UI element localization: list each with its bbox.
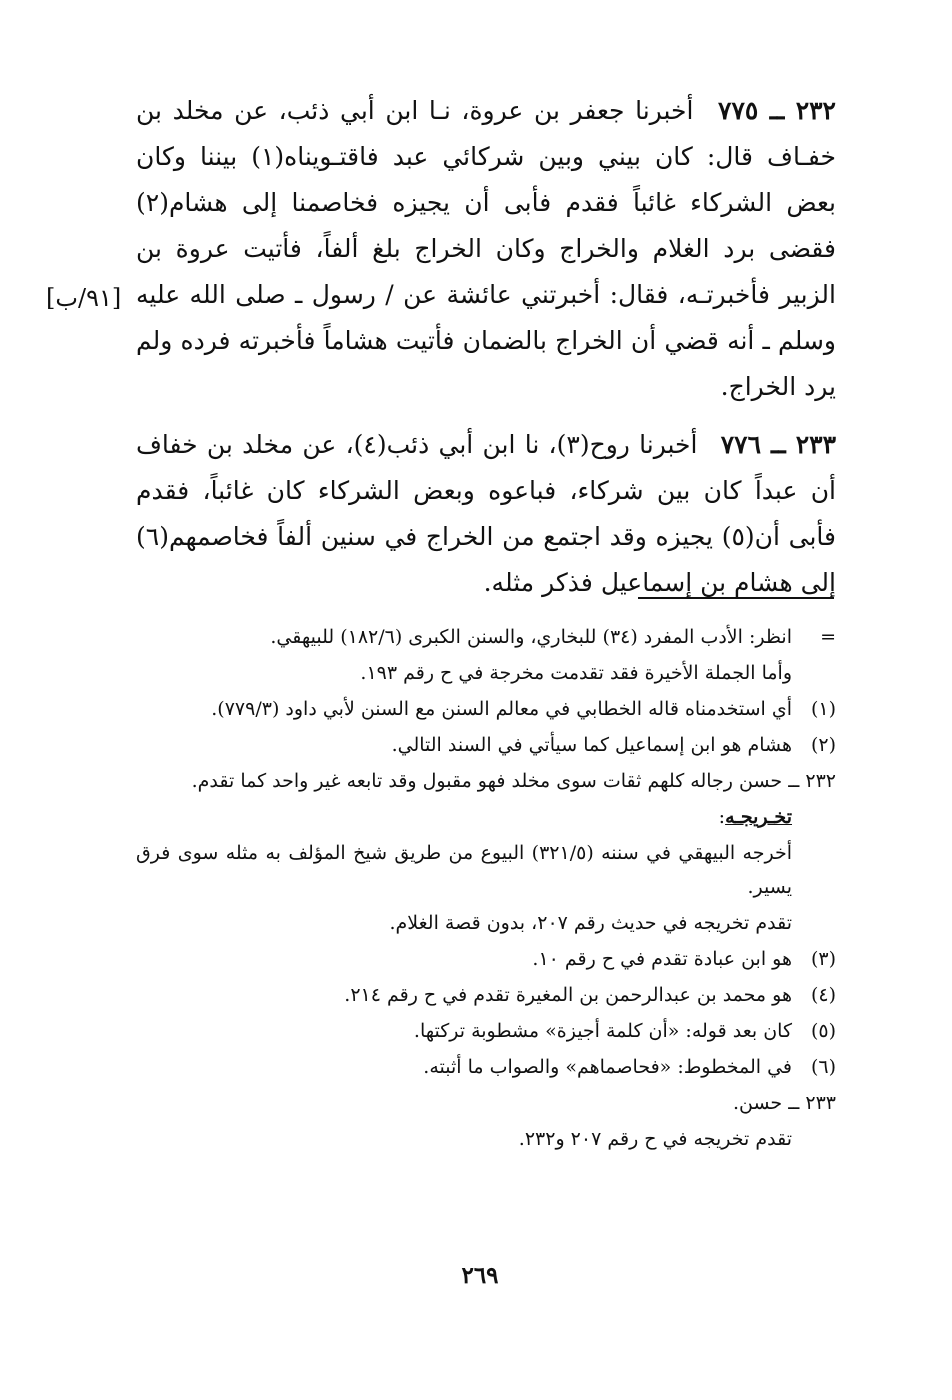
footnote-separator [638, 597, 834, 599]
footnote-continuation: وأما الجملة الأخيرة فقد تقدمت مخرجة في ح رقم ١٩٣. [360, 662, 792, 684]
continuation-mark: = [820, 626, 836, 648]
footnote-marker: (٤) [810, 984, 836, 1006]
footnote-marker: (٥) [810, 1020, 836, 1042]
footnote: (٥)كان بعد قوله: «أن كلمة أجيزة» مشطوبة تركتها. [136, 1014, 836, 1048]
footnotes [136, 620, 836, 1158]
takhrij-text: تقدم تخريجه في ح رقم ٢٠٧ و٢٣٢. [518, 1128, 792, 1150]
hadith-paragraph [136, 88, 836, 410]
footnote: (٢)هشام هو ابن إسماعيل كما سيأتي في السند التالي. [136, 728, 836, 762]
footnote-marker: (١) [810, 698, 836, 720]
footnote: (٦)في المخطوط: «فحاصماهم» والصواب ما أثبته. [136, 1050, 836, 1084]
hadith-number: ٢٣٢ ــ ٧٧٥ [718, 96, 836, 125]
footnote: (٣)هو ابن عبادة تقدم في ح رقم ١٠. [136, 942, 836, 976]
takhrij-heading: تخـريجـه: [718, 806, 792, 828]
footnote-marker: (٦) [810, 1056, 836, 1078]
main-text [136, 88, 836, 618]
footnote-marker: (٣) [810, 948, 836, 970]
page-number: ٢٦٩ [461, 1262, 499, 1289]
footnote: (١)أي استخدمناه قاله الخطابي في معالم السنن مع السنن لأبي داود (٧٧٩/٣). [136, 692, 836, 726]
takhrij-text: أخرجه البيهقي في سننه (٣٢١/٥) البيوع من طريق شيخ المؤلف به مثله سوى فرق يسير. [136, 842, 792, 898]
hadith-text: أخبرنا جعفر بن عروة، نـا ابن أبي ذئب، عن مخلد بن خفـاف قال: كان بيني وبين شركائي عبد فاقتـويناه(١) بيننا وكان بعض الشركاء غائباً فقدم فأبى أن يجيزه فخاصمنا إلى هشام(٢) فقضى برد الغلام والخراج وكان الخراج بلغ ألفاً، فأتيت عروة بن الزبير فأخبرتـه، فقال: أخبرتني عائشة عن / رسول ـ صلى الله عليه وسلم ـ أنه قضي أن الخراج بالضمان فأتيت هشاماً فأخبرته فرده ولم يرد الخراج. [136, 96, 836, 401]
hadith-text: أخبرنا روح(٣)، نا ابن أبي ذئب(٤)، عن مخلد بن خفاف أن عبداً كان بين شركاء، فباعوه وبعض الشركاء كان غائباً، فقدم فأبى أن(٥) يجيزه وقد اجتمع من الخراج في سنين ألفاً فخاصمهم(٦) إلى هشام بن إسماعيل فذكر مثله. [136, 430, 836, 597]
grading-note: ٢٣٢ ــ حسن رجاله كلهم ثقات سوى مخلد فهو مقبول وقد تابعه غير واحد كما تقدم. [191, 770, 836, 792]
footnote-continuation: =انظر: الأدب المفرد (٣٤) للبخاري، والسنن الكبرى (١٨٢/٦) للبيهقي. [136, 620, 836, 654]
grading-note: ٢٣٣ ــ حسن. [732, 1092, 836, 1114]
footnote-marker: (٢) [810, 734, 836, 756]
manuscript-folio-reference: [٩١/ب] [46, 284, 122, 312]
takhrij-text: تقدم تخريجه في حديث رقم ٢٠٧، بدون قصة الغلام. [389, 912, 792, 934]
hadith-number: ٢٣٣ ــ ٧٧٦ [720, 430, 837, 459]
hadith-paragraph [136, 422, 836, 606]
footnote: (٤)هو محمد بن عبدالرحمن بن المغيرة تقدم في ح رقم ٢١٤. [136, 978, 836, 1012]
